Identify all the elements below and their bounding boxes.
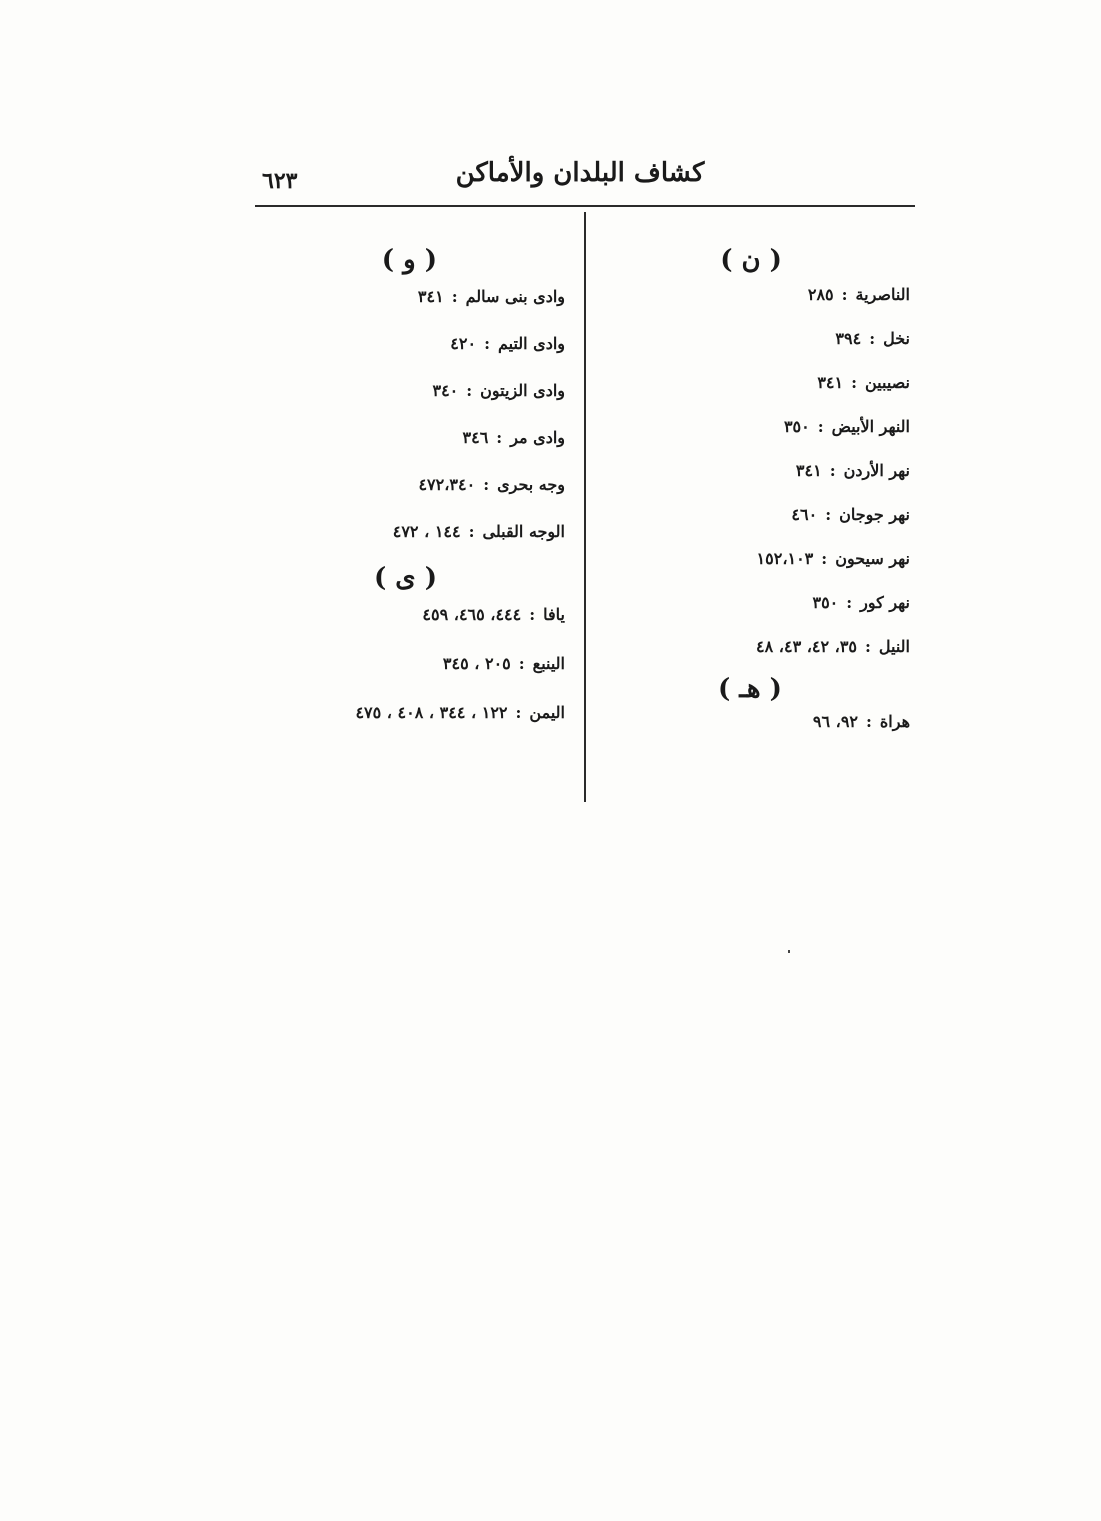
index-entry: يافا:٤٤٤، ٤٦٥، ٤٥٩: [422, 605, 565, 624]
index-entry: نهر سيحون:١٥٢،١٠٣: [756, 549, 910, 568]
place-name: نهر كور: [860, 593, 910, 612]
section-letter: ( هـ ): [717, 674, 782, 704]
index-entry: وادى التيم:٤٢٠: [450, 334, 565, 353]
page-title: كشاف البلدان والأماكن: [455, 158, 705, 188]
section-letter: ( و ): [381, 245, 437, 275]
index-entry: الوجه القبلى:١٤٤ ، ٤٧٢: [392, 522, 565, 541]
index-entry: نهر الأردن:٣٤١: [795, 461, 910, 480]
page-refs: ٣٩٤: [835, 329, 862, 348]
place-name: الينبع: [532, 654, 565, 673]
index-entry: الينبع:٢٠٥ ، ٣٤٥: [442, 654, 565, 673]
column-divider: [584, 212, 586, 802]
place-name: وجه بحرى: [497, 475, 565, 494]
header-rule: [255, 205, 915, 207]
index-entry: نهر كور:٣٥٠: [812, 593, 910, 612]
page-refs: ١٥٢،١٠٣: [756, 549, 814, 568]
section-ya: [280, 563, 565, 722]
page-refs: ١٢٢ ، ٣٤٤ ، ٤٠٨ ، ٤٧٥: [355, 703, 508, 722]
page-refs: ٢٠٥ ، ٣٤٥: [442, 654, 511, 673]
index-entry: نخل:٣٩٤: [835, 329, 910, 348]
place-name: نخل: [883, 329, 910, 348]
place-name: وادى مر: [510, 428, 565, 447]
index-entry: وادى بنى سالم:٣٤١: [417, 287, 565, 306]
index-entry: اليمن:١٢٢ ، ٣٤٤ ، ٤٠٨ ، ٤٧٥: [355, 703, 565, 722]
page-number: ٦٢٣: [262, 168, 298, 194]
page-refs: ٣٤١: [817, 373, 844, 392]
page-refs: ٣٤١: [417, 287, 444, 306]
index-entry: النيل:٣٥، ٤٢، ٤٣، ٤٨: [756, 637, 910, 656]
place-name: نهر سيحون: [835, 549, 910, 568]
index-entry: وادى الزيتون:٣٤٠: [432, 381, 565, 400]
place-name: الناصرية: [855, 285, 910, 304]
page-refs: ٤٤٤، ٤٦٥، ٤٥٩: [422, 605, 522, 624]
place-name: الوجه القبلى: [482, 522, 565, 541]
page-refs: ٣٥، ٤٢، ٤٣، ٤٨: [756, 637, 857, 656]
place-name: يافا: [543, 605, 565, 624]
page-refs: ٤٢٠: [450, 334, 477, 353]
index-entry: وادى مر:٣٤٦: [462, 428, 565, 447]
place-name: وادى بنى سالم: [465, 287, 565, 306]
index-entry: النهر الأبيض:٣٥٠: [783, 417, 910, 436]
index-entry: هراة:٩٢، ٩٦: [812, 712, 910, 731]
page-refs: ٤٧٢،٣٤٠: [418, 475, 476, 494]
page-refs: ٣٥٠: [812, 593, 839, 612]
left-column: [280, 245, 565, 722]
page-refs: ٣٥٠: [783, 417, 810, 436]
place-name: النيل: [878, 637, 910, 656]
place-name: نهر جوجان: [839, 505, 910, 524]
place-name: النهر الأبيض: [831, 417, 910, 436]
page-refs: ٣٤٠: [432, 381, 459, 400]
place-name: هراة: [879, 712, 910, 731]
page-refs: ٣٤٦: [462, 428, 489, 447]
section-letter: ( ى ): [373, 563, 437, 593]
page-refs: ١٤٤ ، ٤٧٢: [392, 522, 461, 541]
page-refs: ٤٦٠: [791, 505, 818, 524]
index-entry: نصيبين:٣٤١: [817, 373, 910, 392]
index-entry: نهر جوجان:٤٦٠: [791, 505, 910, 524]
index-entry: وجه بحرى:٤٧٢،٣٤٠: [418, 475, 565, 494]
index-entry: الناصرية:٢٨٥: [807, 285, 910, 304]
section-letter: ( ن ): [720, 245, 782, 275]
place-name: وادى الزيتون: [480, 381, 565, 400]
right-column: [620, 245, 910, 731]
page-refs: ٣٤١: [795, 461, 822, 480]
section-ha: [620, 674, 910, 731]
page-refs: ٩٢، ٩٦: [812, 712, 858, 731]
page-refs: ٢٨٥: [807, 285, 834, 304]
place-name: وادى التيم: [497, 334, 565, 353]
place-name: نصيبين: [865, 373, 910, 392]
section-nun: [620, 245, 910, 656]
section-waw: [280, 245, 565, 541]
paper-speck: [788, 950, 790, 953]
place-name: اليمن: [529, 703, 565, 722]
place-name: نهر الأردن: [843, 461, 910, 480]
